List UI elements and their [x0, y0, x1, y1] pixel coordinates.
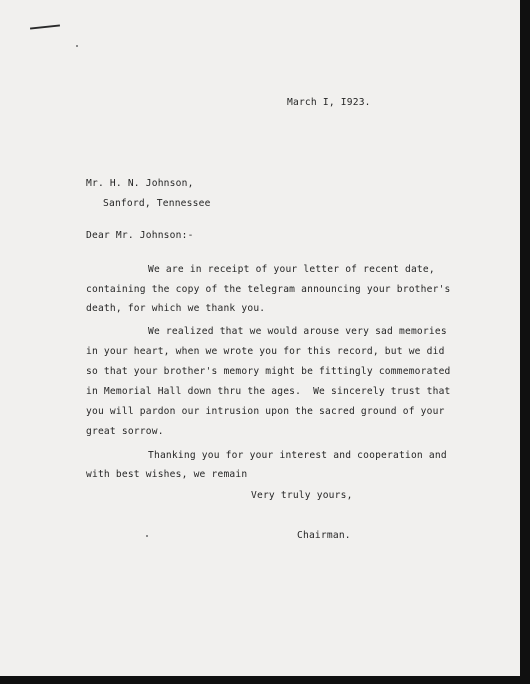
scan-edge-right [520, 0, 530, 684]
recipient-city: Sanford, Tennessee [103, 198, 211, 209]
recipient-name: Mr. H. N. Johnson, [86, 178, 194, 189]
scan-edge-bottom [0, 676, 530, 684]
paragraph-line: We are in receipt of your letter of recent date, [148, 264, 435, 275]
paragraph-line: Thanking you for your interest and cooperation and [148, 450, 447, 461]
paper-speck [76, 45, 78, 47]
letter-date: March I, I923. [287, 97, 371, 108]
salutation: Dear Mr. Johnson:- [86, 230, 194, 241]
paragraph-line: We realized that we would arouse very sad memories [148, 326, 447, 337]
paragraph-line: death, for which we thank you. [86, 303, 266, 314]
paragraph-line: great sorrow. [86, 426, 164, 437]
paragraph-line: containing the copy of the telegram announcing your brother's [86, 284, 451, 295]
paragraph-line: so that your brother's memory might be fittingly commemorated [86, 366, 451, 377]
paragraph-line: in your heart, when we wrote you for this record, but we did [86, 346, 445, 357]
closing: Very truly yours, [251, 490, 353, 501]
paragraph-line: with best wishes, we remain [86, 469, 248, 480]
signature: Chairman. [297, 530, 351, 541]
paragraph-line: in Memorial Hall down thru the ages. We sincerely trust that [86, 386, 451, 397]
paragraph-line: you will pardon our intrusion upon the sacred ground of your [86, 406, 445, 417]
paper-speck [146, 535, 148, 537]
pen-mark [30, 24, 60, 29]
